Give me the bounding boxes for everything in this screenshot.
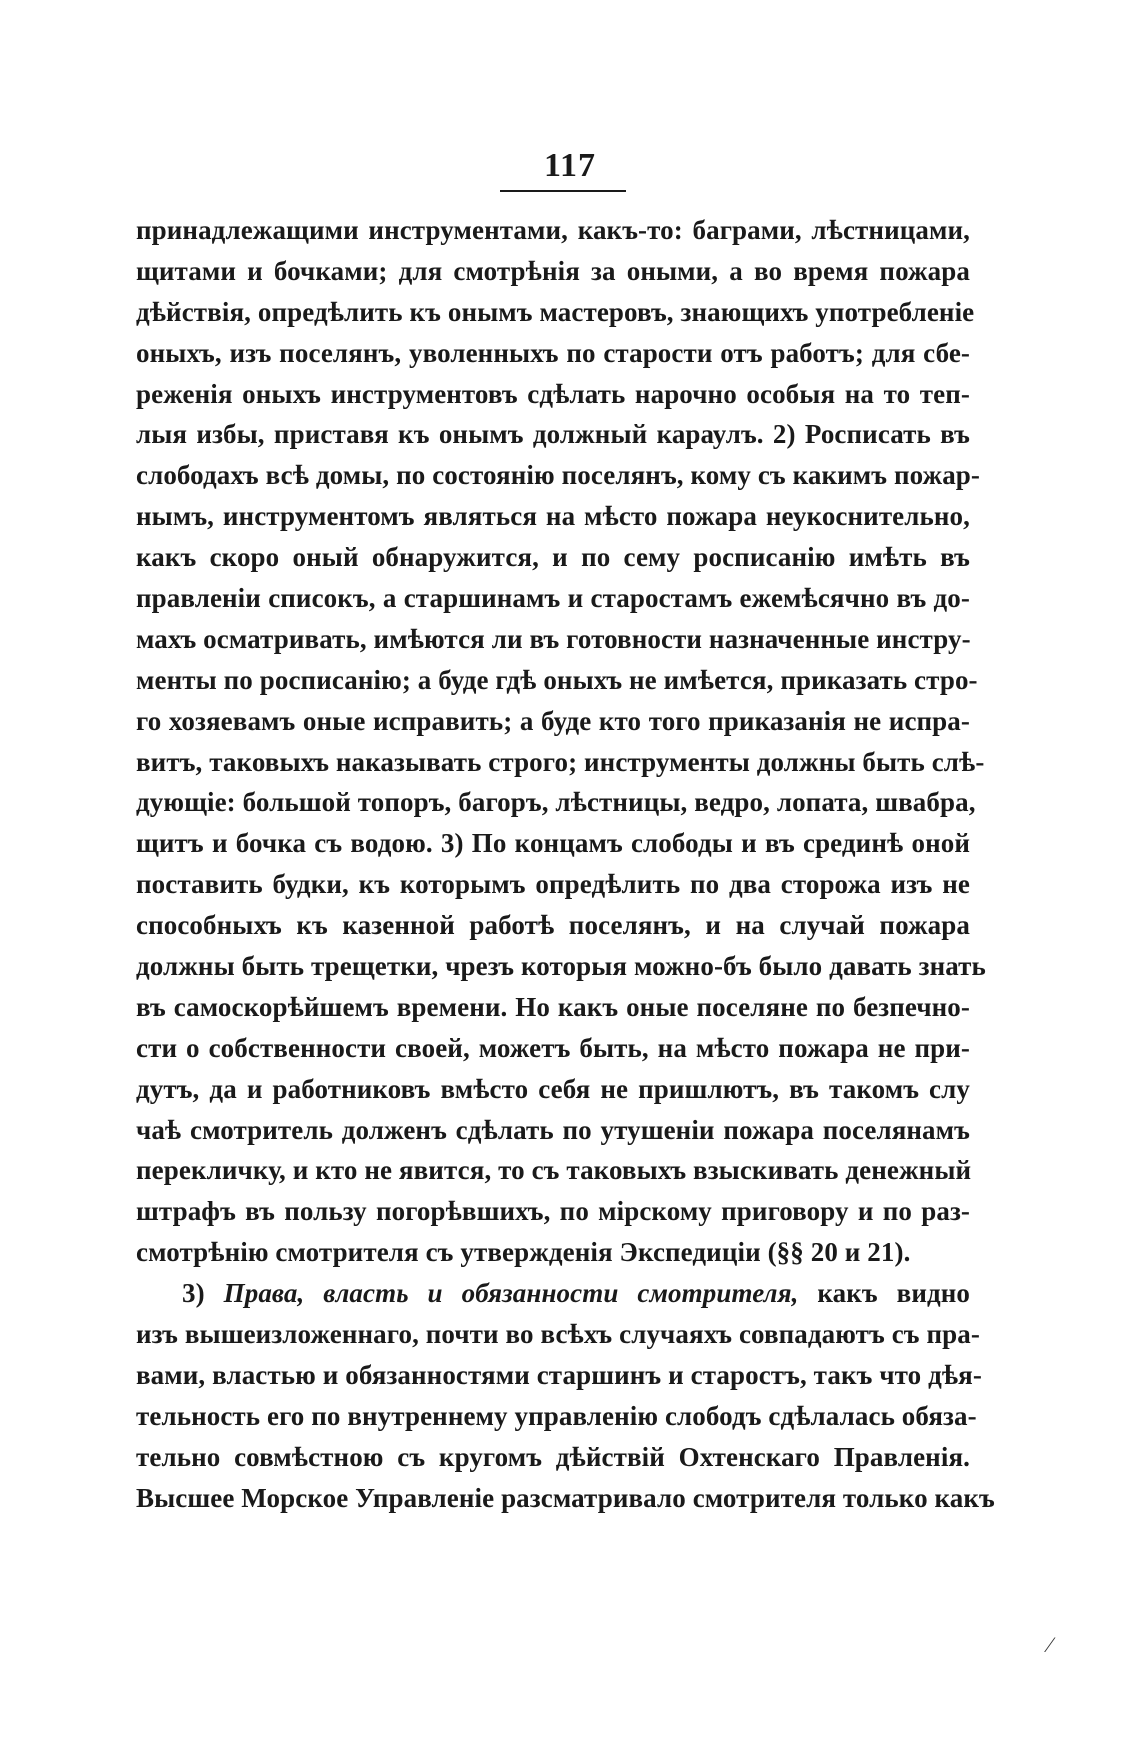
text-line: щитъ и бочка съ водою. 3) По концамъ слободы и въ срединѣ оной bbox=[136, 828, 970, 859]
text-line: тельно совмѣстною съ кругомъ дѣйствій Охтенскаго Правленія. bbox=[136, 1441, 970, 1472]
text-line: слободахъ всѣ домы, по состоянію поселянъ, кому съ какимъ пожар- bbox=[136, 460, 981, 491]
text-line: должны быть трещетки, чрезъ которыя можно-бъ было давать знать bbox=[136, 951, 986, 982]
ink-speck: ⁄ bbox=[1048, 1632, 1052, 1657]
text-line: витъ, таковыхъ наказывать строго; инструменты должны быть слѣ- bbox=[136, 746, 985, 777]
text-line: поставить будки, къ которымъ опредѣлить по два сторожа изъ не bbox=[136, 869, 970, 900]
text-line: правленіи списокъ, а старшинамъ и старостамъ ежемѣсячно въ до- bbox=[136, 583, 970, 614]
text-line: щитами и бочками; для смотрѣнія за оными, а во время пожара bbox=[136, 255, 970, 286]
text-line: дующіе: большой топоръ, багоръ, лѣстницы, ведро, лопата, швабра, bbox=[136, 787, 976, 818]
text-line: способныхъ къ казенной работѣ поселянъ, и на случай пожара bbox=[136, 910, 970, 941]
text-line: какъ скоро оный обнаружится, и по сему росписанію имѣть въ bbox=[136, 542, 970, 573]
text-line: штрафъ въ пользу погорѣвшихъ, по мірскому приговору и по раз- bbox=[136, 1196, 970, 1227]
text-line: менты по росписанію; а буде гдѣ оныхъ не имѣется, приказать стро- bbox=[136, 664, 978, 695]
text-line: оныхъ, изъ поселянъ, уволенныхъ по старости отъ работъ; для сбе- bbox=[136, 337, 970, 368]
text-line: дутъ, да и работниковъ вмѣсто себя не пришлютъ, въ такомъ слу bbox=[136, 1073, 970, 1104]
paragraph-2-lead-text: какъ видно bbox=[798, 1278, 970, 1309]
text-line: принадлежащими инструментами, какъ-то: баграми, лѣстницами, bbox=[136, 215, 970, 245]
text-line: чаѣ смотритель долженъ сдѣлать по утушеніи пожара поселянамъ bbox=[136, 1114, 970, 1145]
text-line: дѣйствія, опредѣлить къ онымъ мастеровъ, знающихъ употребленіе bbox=[136, 296, 975, 327]
text-line: Высшее Морское Управленіе разсматривало смотрителя только какъ bbox=[136, 1482, 995, 1513]
paragraph-2-heading: Права, власть и обязанности смотрителя, bbox=[223, 1278, 799, 1309]
text-line: сти о собственности своей, можетъ быть, на мѣсто пожара не при- bbox=[136, 1032, 970, 1063]
text-line: въ самоскорѣйшемъ времени. Но какъ оные поселяне по безпечно- bbox=[136, 991, 970, 1022]
paragraph-2-first-line bbox=[136, 1273, 970, 1314]
text-line: лыя избы, приставя къ онымъ должный караулъ. 2) Росписать въ bbox=[136, 419, 970, 450]
text-line: тельность его по внутреннему управленію слободъ сдѣлалась обяза- bbox=[136, 1400, 977, 1431]
paragraph-2-number: 3) bbox=[182, 1278, 224, 1309]
text-line: махъ осматривать, имѣются ли въ готовности назначенные инстру- bbox=[136, 623, 971, 654]
header-rule bbox=[500, 190, 626, 192]
page-number: 117 bbox=[543, 147, 597, 184]
body-text bbox=[136, 210, 995, 1519]
text-line: перекличку, и кто не явится, то съ таковыхъ взыскивать денежный bbox=[136, 1155, 972, 1186]
text-line: вами, властью и обязанностями старшинъ и старостъ, такъ что дѣя- bbox=[136, 1359, 982, 1390]
text-line: нымъ, инструментомъ являться на мѣсто пожара неукоснительно, bbox=[136, 501, 970, 532]
text-line: го хозяевамъ оные исправить; а буде кто того приказанія не испра- bbox=[136, 705, 970, 736]
text-line: реженія оныхъ инструментовъ сдѣлать нарочно особыя на то теп- bbox=[136, 378, 970, 409]
text-line: смотрѣнію смотрителя съ утвержденія Экспедиціи (§§ 20 и 21). bbox=[136, 1237, 911, 1268]
text-line: изъ вышеизложеннаго, почти во всѣхъ случаяхъ совпадаютъ съ пра- bbox=[136, 1319, 980, 1350]
